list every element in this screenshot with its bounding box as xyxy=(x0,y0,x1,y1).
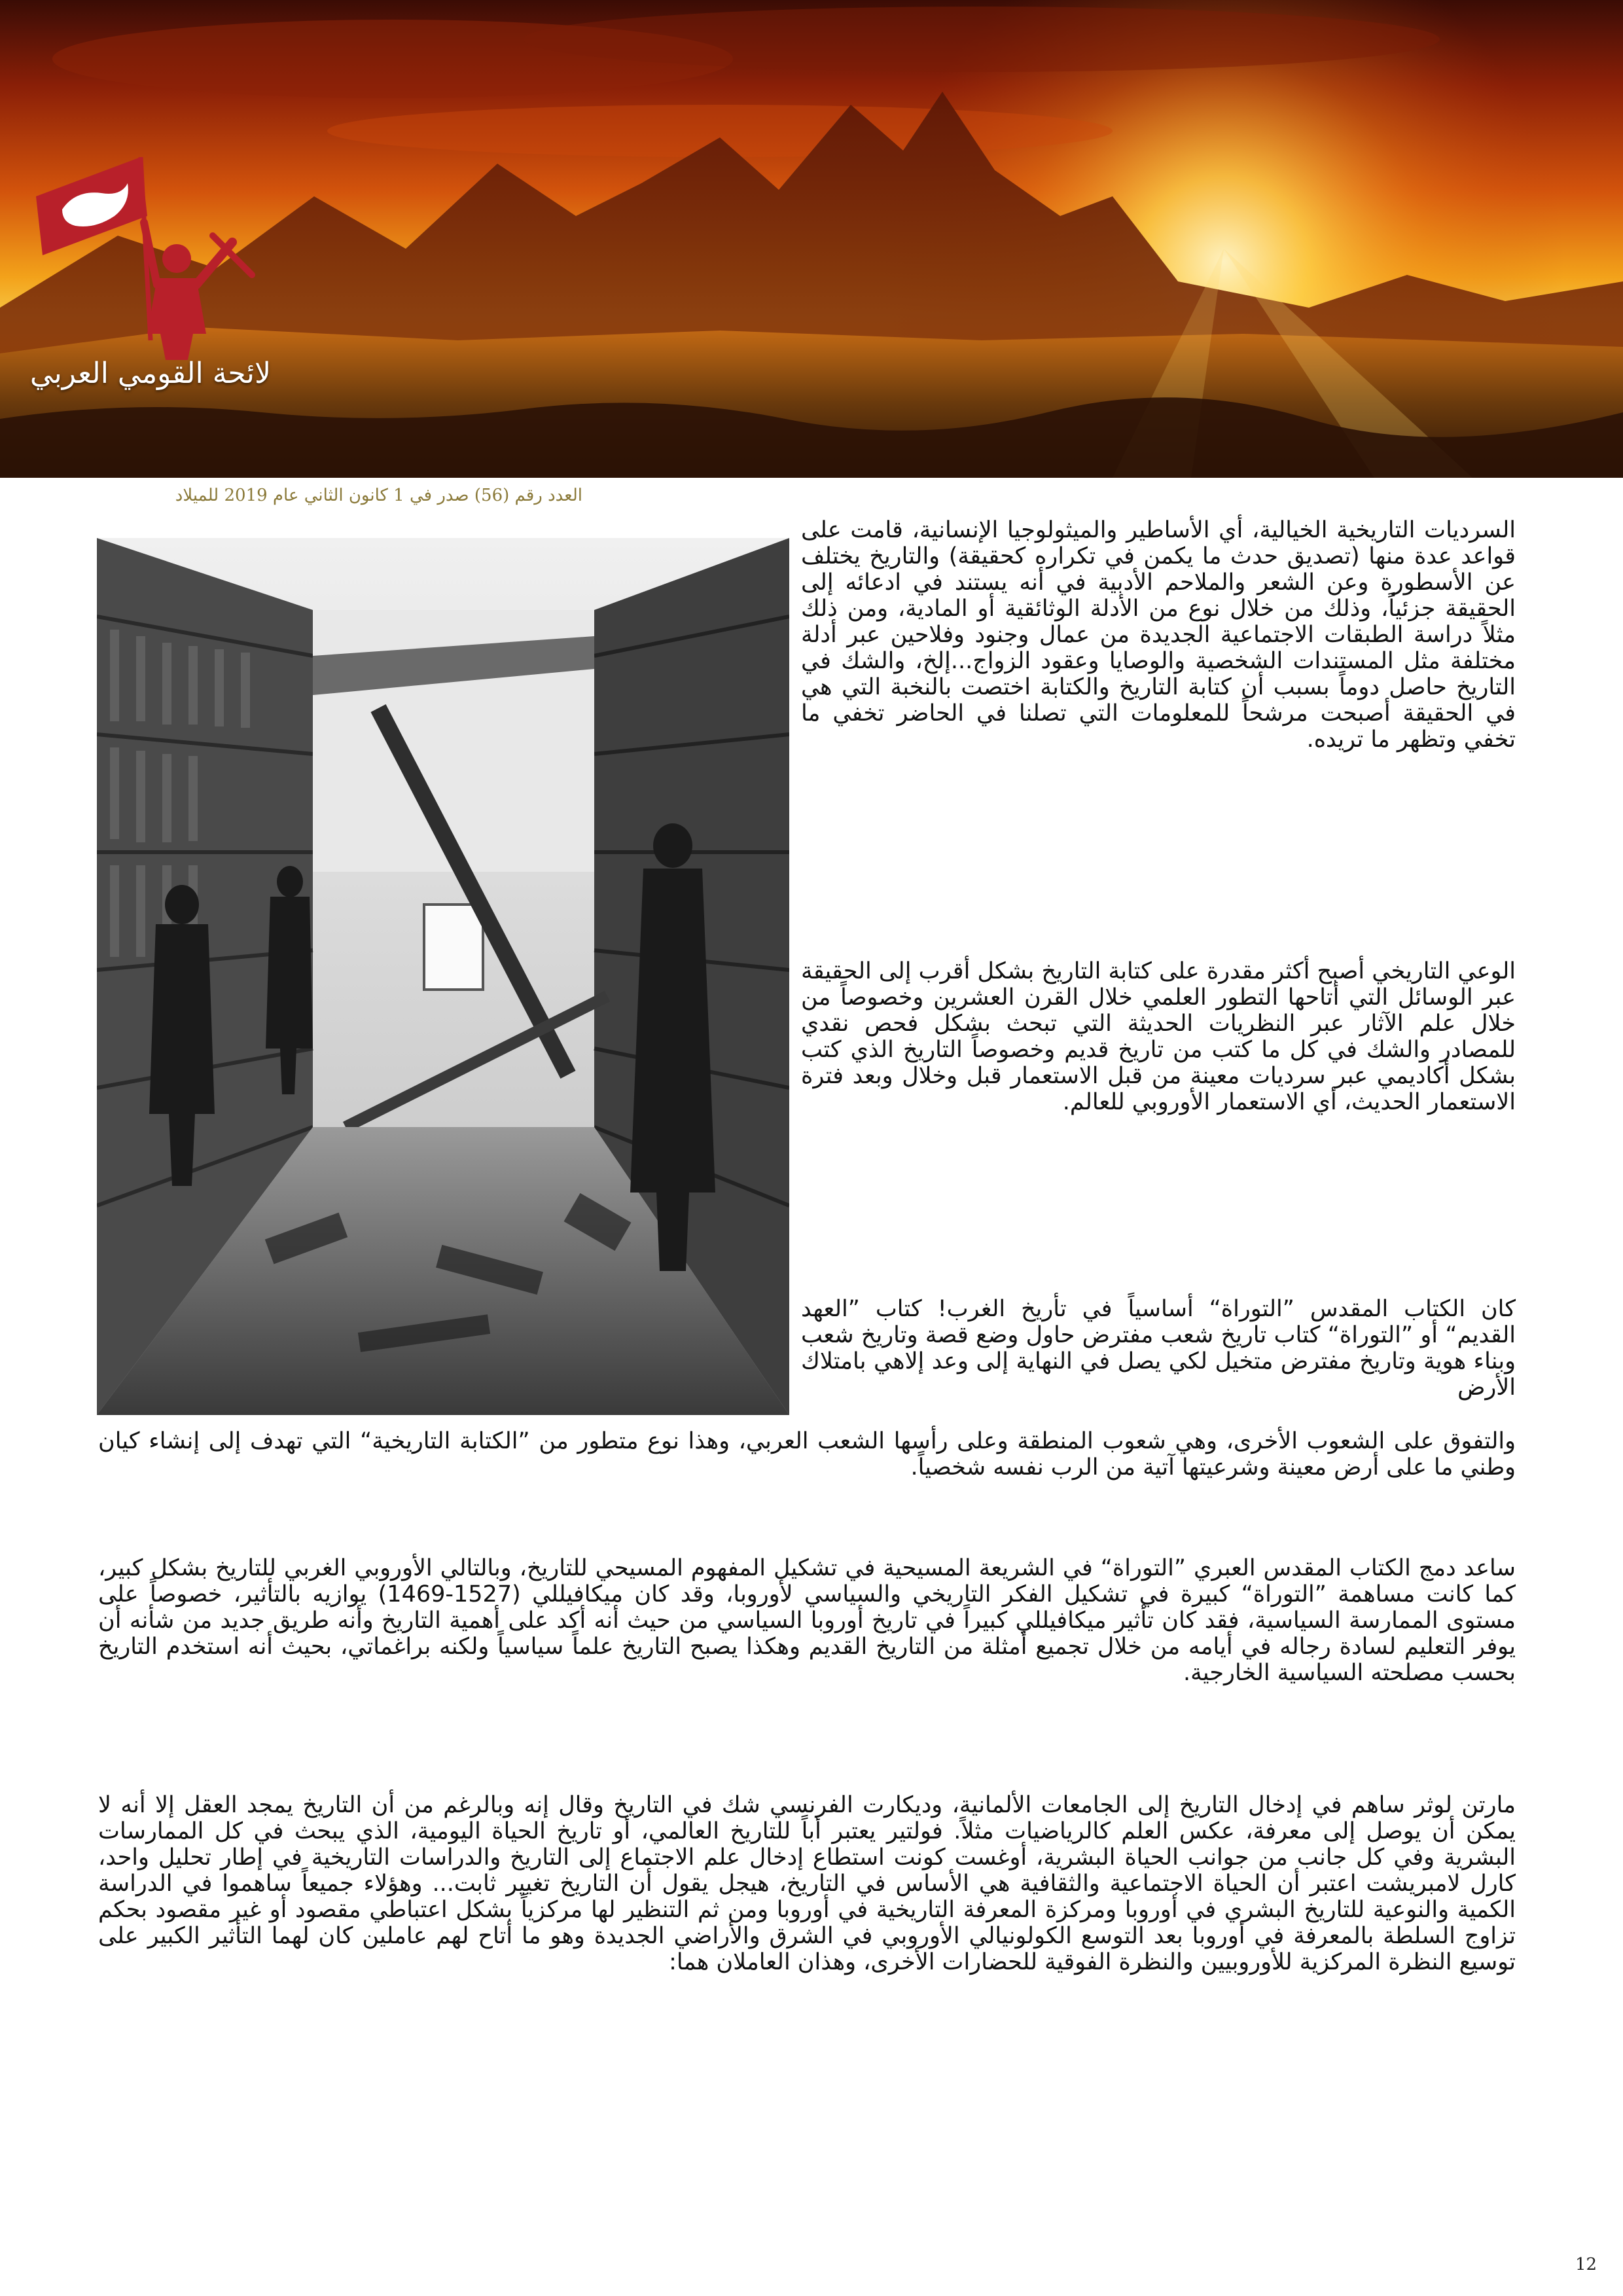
header-banner xyxy=(0,0,1623,478)
issue-line: العدد رقم (56) صدر في 1 كانون الثاني عام 2019 للميلاد xyxy=(175,486,582,505)
paragraph-2: الوعي التاريخي أصبح أكثر مقدرة على كتابة التاريخ بشكل أقرب إلى الحقيقة عبر الوسائل التي أتاحها التطور العلمي خلال القرن العشرين وخصوصاً من خلال علم الآثار عبر النظريات الحديثة التي تبحث بشكل فحص نقدي للمصادر والشك في كل ما كتب من تاريخ قديم وخصوصاً التاريخ الذي كتب بشكل أكاديمي عبر سرديات معينة من قبل الاستعمار قبل وخلال وبعد فترة الاستعمار الحديث، أي الاستعمار الأوروبي للعالم. xyxy=(801,958,1516,1115)
paragraph-5: مارتن لوثر ساهم في إدخال التاريخ إلى الجامعات الألمانية، وديكارت الفرنسي شك في التاريخ وقال إنه وبالرغم من أن التاريخ يمجد العقل إلا أنه لا يمكن أن يوصل إلى معرفة، عكس العلم كالرياضيات مثلاً. فولتير يعتبر أباً للتاريخ العالمي، أو تاريخ الحياة اليومية، الذي يبحث في كل الممارسات البشرية وفي كل جانب من جوانب الحياة البشرية، أوغست كونت استطاع إدخال علم الاجتماع إلى التاريخ والدراسات التاريخية في إطار تحليل واحد، كارل لامبريشت اعتبر أن الحياة الاجتماعية والثقافية هي الأساس في التاريخ، هيجل يقول أن التاريخ تغيير ثابت... وهؤلاء جميعاً ساهموا في الدراسة الكمية والنوعية للتاريخ البشري في أوروبا ومركزة المعرفة التاريخية في أوروبا ومن ثم التنظير لها مركزياً بشكل اعتباطي مقصود أو غير مقصود بحكم تزاوج السلطة بالمعرفة في أوروبا بعد التوسع الكولونيالي الأوروبي في الشرق والأراضي الجديدة وهو ما أتاح لهم عاملين كان لهما التأثير الكبير على توسيع النظرة المركزية للأوروبيين والنظرة الفوقية للحضارات الأخرى، وهذان العاملان هما: xyxy=(98,1792,1516,1975)
paragraph-3-continued: والتفوق على الشعوب الأخرى، وهي شعوب المنطقة وعلى رأسها الشعب العربي، وهذا نوع متطور من ”الكتابة التاريخية“ التي تهدف إلى إنشاء كيان وطني ما على أرض معينة وشرعيتها آتية من الرب نفسه شخصياً. xyxy=(98,1428,1516,1480)
paragraph-3: كان الكتاب المقدس ”التوراة“ أساسياً في تأريخ الغرب! كتاب ”العهد القديم“ أو ”التوراة“ كتاب تاريخ شعب مفترض حاول وضع قصة وتاريخ شعب وبناء هوية وتاريخ مفترض متخيل لكي يصل في النهاية إلى وعد إلاهي بامتلاك الأرض xyxy=(801,1296,1516,1401)
logo-text: لائحة القومي العربي xyxy=(29,357,272,390)
paragraph-4: ساعد دمج الكتاب المقدس العبري ”التوراة“ في الشريعة المسيحية في تشكيل المفهوم المسيحي للتاريخ، وبالتالي الأوروبي الغربي للتاريخ بشكل كبير، كما كانت مساهمة ”التوراة“ كبيرة في تشكيل الفكر التاريخي والسياسي لأوروبا، وقد كان ميكافيللي (1527-1469) يوازيه بالتأثير، خصوصاً على مستوى الممارسة السياسية، فقد كان تأثير ميكافيللي كبيراً في تاريخ أوروبا السياسي من حيث أنه أكد على أهمية التاريخ وأنه طريق جديد من شأنه أن يوفر التعليم لسادة رجاله في أيامه من خلال تجميع أمثلة من التاريخ القديم وهكذا يصبح التاريخ علماً سياسياً ولكنه براغماتي، بحيث أنه استخدم التاريخ بحسب مصلحته السياسية الخارجية. xyxy=(98,1555,1516,1686)
paragraph-1: السرديات التاريخية الخيالية، أي الأساطير والميثولوجيا الإنسانية، قامت على قواعد عدة منها (تصديق حدث ما يكمن في تكراره كحقيقة) والتاريخ يختلف عن الأسطورة وعن الشعر والملاحم الأدبية في أنه يستند في ادعائه إلى الحقيقة جزئياً، وذلك من خلال نوع من الأدلة الوثائقية أو المادية، ومن ذلك مثلاً دراسة الطبقات الاجتماعية الجديدة من عمال وجنود وفلاحين عبر أدلة مختلفة مثل المستندات الشخصية والوصايا وعقود الزواج...إلخ، والشك في التاريخ حاصل دوماً بسبب أن كتابة التاريخ والكتابة اختصت بالنخبة التي هي في الحقيقة أصبحت مرشحاً للمعلومات التي تصلنا في الحاضر تخفي ما تخفي وتظهر ما تريده. xyxy=(801,517,1516,753)
page-number: 12 xyxy=(1575,2255,1597,2274)
library-ruins-photo xyxy=(97,538,789,1415)
